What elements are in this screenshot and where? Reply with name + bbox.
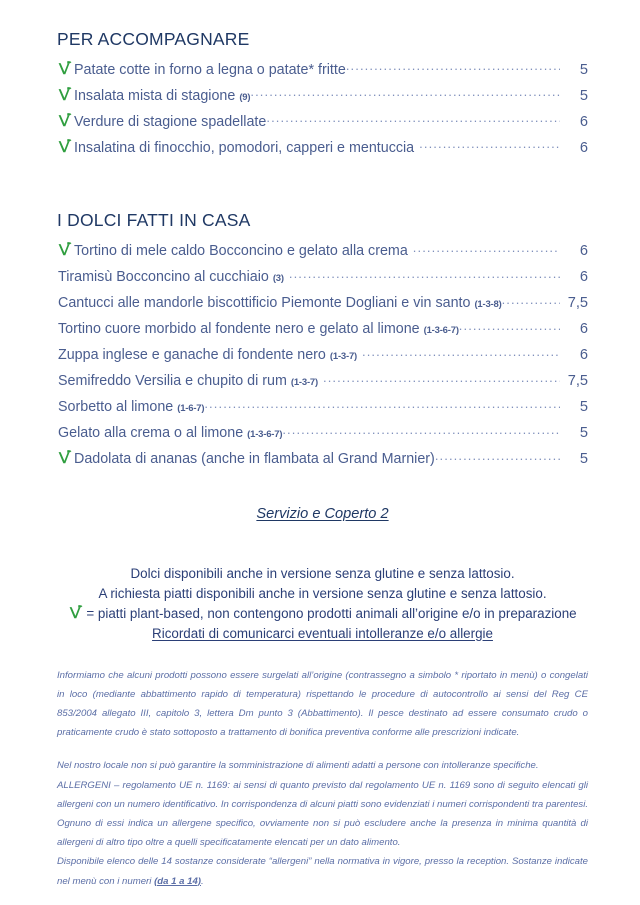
- menu-item-name: Zuppa inglese e ganache di fondente nero: [58, 346, 326, 363]
- fineprint-list-tail: .: [201, 875, 204, 887]
- notice-vegan-legend-text: = piatti plant-based, non contengono prodotti animali all’origine e/o in preparazione: [86, 605, 577, 621]
- vegan-leaf-v-icon: [57, 449, 73, 463]
- allergen-codes: (9): [239, 91, 251, 103]
- menu-item-name: Sorbetto al limone: [58, 398, 174, 415]
- menu-item-price: 5: [579, 87, 588, 104]
- allergen-codes: (1-3-7): [329, 350, 357, 362]
- menu-item-price: 6: [579, 346, 588, 363]
- allergen-codes: (1-3-8): [474, 298, 502, 310]
- menu-item-row: [57, 423, 588, 449]
- vegan-leaf-v-icon: [57, 60, 73, 74]
- notice-gluten-free-desserts: Dolci disponibili anche in versione senza glutine e senza lattosio.: [130, 565, 515, 581]
- section-heading-i-dolci-fatti-in-casa: I DOLCI FATTI IN CASA: [57, 210, 251, 231]
- menu-item-name: Dadolata di ananas (anche in flambata al Grand Marnier): [74, 450, 435, 467]
- menu-item-row: [57, 111, 588, 137]
- fineprint-allergens: [57, 756, 588, 890]
- allergen-codes: (1-6-7): [177, 402, 205, 414]
- menu-item-name: Verdure di stagione spadellate: [74, 113, 267, 130]
- fineprint-list-text: Disponibile elenco delle 14 sostanze considerate “allergeni” nella normativa in vigore, presso la reception. Sostanze indicate nel menù con i numeri: [57, 856, 588, 887]
- fineprint-paragraph: ALLERGENI – regolamento UE n. 1169: ai sensi di quanto previsto dal regolamento UE n. 1169 sono di seguito elencati gli allergeni con un numero identificativo. In corrispondenza di alcuni piatti sono evidenziati i numeri corrispondenti tra parentesi. Ognuno di essi indica un allergene specifico, ovviamente non si può escludere anche la presenza in minima quantità di allergeni di altro tipo oltre a quelli specificatamente elencati per un dato alimento.: [57, 779, 588, 849]
- dot-leader: [282, 423, 560, 437]
- menu-item-row: [57, 293, 588, 319]
- menu-item-price: 5: [579, 61, 588, 78]
- menu-item-name: Insalata mista di stagione: [74, 87, 236, 104]
- section-heading-per-accompagnare: PER ACCOMPAGNARE: [57, 29, 250, 49]
- fineprint-numbers-range: (da 1 a 14): [154, 875, 201, 887]
- vegan-leaf-v-icon: [57, 112, 73, 126]
- dot-leader: [266, 111, 560, 125]
- fineprint-paragraph: Nel nostro locale non si può garantire la somministrazione di alimenti adatti a persone con intolleranze specifiche.: [57, 760, 539, 772]
- menu-item-row: [57, 85, 588, 111]
- dot-leader: [323, 371, 560, 385]
- vegan-leaf-v-icon: [57, 138, 73, 152]
- menu-item-name: Insalatina di finocchio, pomodori, capperi e mentuccia: [74, 139, 415, 156]
- menu-item-price: 6: [579, 320, 588, 337]
- dot-leader: [346, 59, 560, 73]
- menu-item-price: 5: [579, 424, 588, 441]
- fineprint-block: [57, 666, 588, 891]
- allergen-codes: (1-3-7): [290, 376, 318, 388]
- fineprint-paragraph-list: [57, 852, 588, 890]
- vegan-leaf-v-icon: [68, 604, 86, 618]
- menu-item-name: Tortino cuore morbido al fondente nero e gelato al limone: [58, 320, 420, 337]
- menu-item-row: [57, 449, 588, 475]
- fineprint-frozen-products: [57, 666, 588, 743]
- menu-item-row: [57, 345, 588, 371]
- dot-leader: [419, 137, 560, 151]
- menu-item-name: Tiramisù Bocconcino al cucchiaio: [58, 268, 269, 285]
- notices-block: [57, 564, 588, 644]
- menu-item-name: Tortino di mele caldo Bocconcino e gelato alla crema: [74, 242, 408, 259]
- notice-vegan-legend: [57, 604, 588, 624]
- menu-item-price: 7,5: [567, 372, 588, 389]
- dot-leader: [362, 345, 560, 359]
- dot-leader: [502, 293, 560, 307]
- menu-item-name: Cantucci alle mandorle biscottificio Piemonte Dogliani e vin santo: [58, 294, 471, 311]
- menu-item-name: Patate cotte in forno a legna o patate* fritte: [74, 61, 346, 78]
- dot-leader: [459, 319, 560, 333]
- allergen-codes: (1-3-6-7): [247, 428, 283, 440]
- vegan-leaf-v-icon: [57, 86, 73, 100]
- menu-item-row: [57, 59, 588, 85]
- menu-item-row: [57, 371, 588, 397]
- menu-item-price: 6: [579, 139, 588, 156]
- menu-item-row: [57, 319, 588, 345]
- dot-leader: [289, 267, 560, 281]
- menu-list-per-accompagnare: [57, 59, 588, 163]
- notice-gluten-free-dishes: A richiesta piatti disponibili anche in versione senza glutine e senza lattosio.: [98, 585, 547, 601]
- menu-item-price: 5: [579, 450, 588, 467]
- service-charge-line: Servizio e Coperto 2: [256, 505, 389, 522]
- menu-item-price: 5: [579, 398, 588, 415]
- dot-leader: [413, 241, 560, 255]
- menu-item-row: [57, 267, 588, 293]
- menu-item-price: 6: [579, 242, 588, 259]
- vegan-leaf-v-icon: [57, 241, 73, 255]
- menu-item-price: 6: [579, 268, 588, 285]
- fineprint-paragraph: Informiamo che alcuni prodotti possono essere surgelati all’origine (contrassegno a simbolo * riportato in menù) o congelati in loco (mediante abbattimento rapido di temperatura) rispettando le procedure di autocontrollo ai sensi del Reg CE 853/2004 allegato III, capitolo 3, lettera Dm punto 3 (Abbattimento). Il pesce destinato ad essere consumato crudo o praticamente crudo è stato sottoposto a trattamento di bonifica preventiva conforme alle prescrizioni indicate.: [57, 669, 588, 739]
- menu-item-row: [57, 137, 588, 163]
- dot-leader: [204, 397, 560, 411]
- menu-item-price: 6: [579, 113, 588, 130]
- dot-leader: [250, 85, 560, 99]
- allergen-codes: (1-3-6-7): [423, 324, 459, 336]
- menu-item-price: 7,5: [567, 294, 588, 311]
- menu-item-name: Gelato alla crema o al limone: [58, 424, 244, 441]
- menu-item-row: [57, 397, 588, 423]
- dot-leader: [435, 449, 560, 463]
- allergen-codes: (3): [272, 272, 284, 284]
- menu-list-i-dolci-fatti-in-casa: [57, 241, 588, 475]
- menu-item-row: [57, 241, 588, 267]
- menu-item-name: Semifreddo Versilia e chupito di rum: [58, 372, 287, 389]
- notice-allergy-reminder: Ricordati di comunicarci eventuali intolleranze e/o allergie: [152, 625, 493, 641]
